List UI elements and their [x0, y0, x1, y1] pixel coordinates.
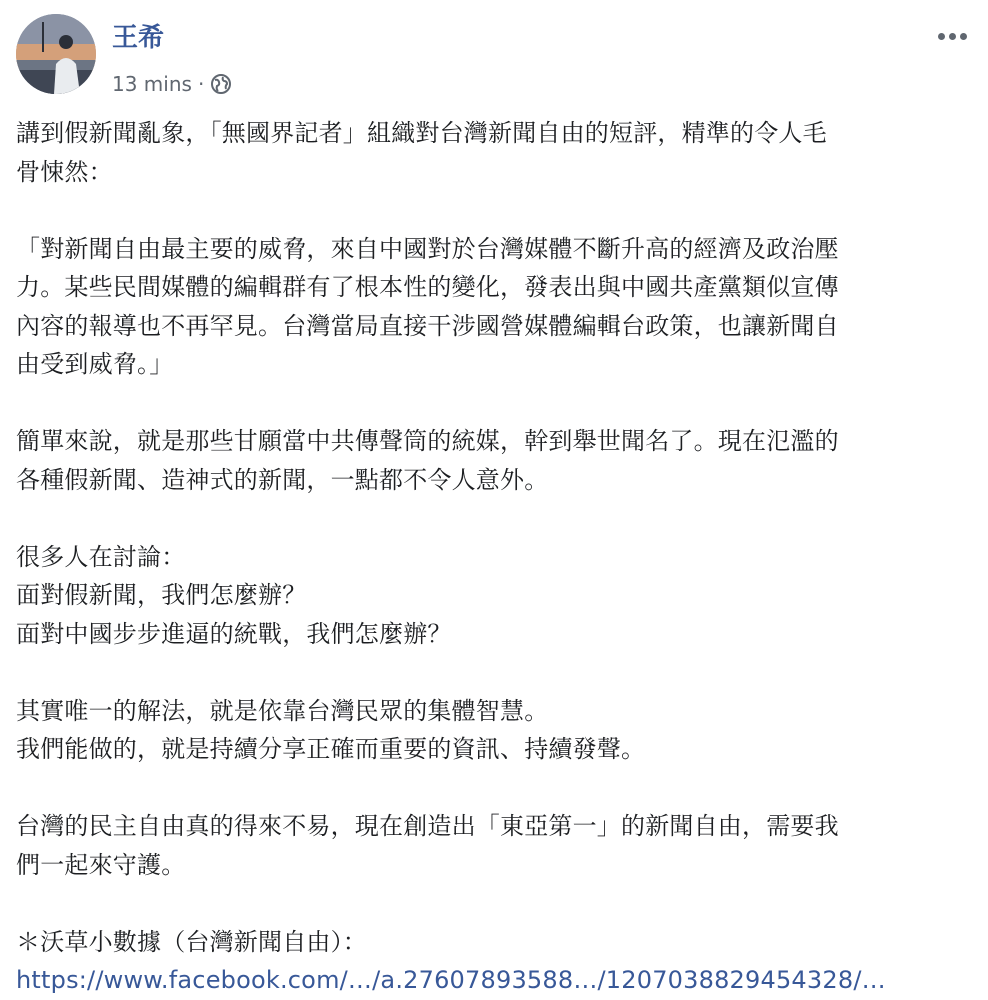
post-text-line: 很多人在討論： [16, 542, 186, 571]
post-text-line: 由受到威脅。」 [16, 350, 174, 378]
meta-separator: · [197, 72, 205, 96]
post-timestamp[interactable]: 13 mins [112, 72, 192, 96]
post-link[interactable]: https://www.facebook.com/…/a.27607893588…/1207038829454328/… [16, 966, 886, 994]
post-text-line: 我們能做的，就是持續分享正確而重要的資訊、持續發聲。 [16, 735, 646, 763]
post-meta [112, 72, 232, 96]
post-text-line: 台灣的民主自由真的得來不易，現在創造出「東亞第一」的新聞自由，需要我 [16, 812, 839, 840]
post-text-line: 其實唯一的解法，就是依靠台灣民眾的集體智慧。 [16, 696, 549, 725]
post-text-line: 面對假新聞，我們怎麼辦？ [16, 581, 307, 609]
globe-icon[interactable] [210, 73, 232, 95]
paragraph-gap [16, 769, 976, 808]
post-text-line: ＊沃草小數據（台灣新聞自由）： [16, 927, 367, 956]
paragraph-gap [16, 384, 976, 423]
paragraph-gap [16, 884, 976, 923]
paragraph-gap [16, 653, 976, 692]
author-avatar[interactable] [16, 14, 96, 94]
post-text-line: 力。某些民間媒體的編輯群有了根本性的變化，發表出與中國共產黨類似宣傳 [16, 273, 839, 301]
post-text-line: 們一起來守護。 [16, 850, 186, 879]
post-header [16, 14, 972, 98]
post-text-line: 簡單來說，就是那些甘願當中共傳聲筒的統媒，幹到舉世聞名了。現在氾濫的 [16, 427, 839, 455]
paragraph-gap [16, 499, 976, 538]
post-text-line: 各種假新聞、造神式的新聞，一點都不令人意外。 [16, 465, 549, 494]
post-text-line: 骨悚然： [16, 157, 113, 186]
post-text-line: 「對新聞自由最主要的威脅，來自中國對於台灣媒體不斷升高的經濟及政治壓 [16, 234, 839, 263]
post-text-line: 講到假新聞亂象，「無國界記者」組織對台灣新聞自由的短評，精準的令人毛 [16, 119, 827, 147]
paragraph-gap [16, 191, 976, 230]
post-text-line: 面對中國步步進逼的統戰，我們怎麼辦？ [16, 619, 452, 648]
more-horizontal-icon [938, 33, 967, 40]
post-link-line [16, 961, 976, 1000]
more-options-button[interactable] [932, 24, 972, 48]
post-body-text [16, 114, 976, 1000]
author-name[interactable]: 王希 [112, 23, 165, 53]
post-text-line: 內容的報導也不再罕見。台灣當局直接干涉國營媒體編輯台政策，也讓新聞自 [16, 311, 839, 340]
